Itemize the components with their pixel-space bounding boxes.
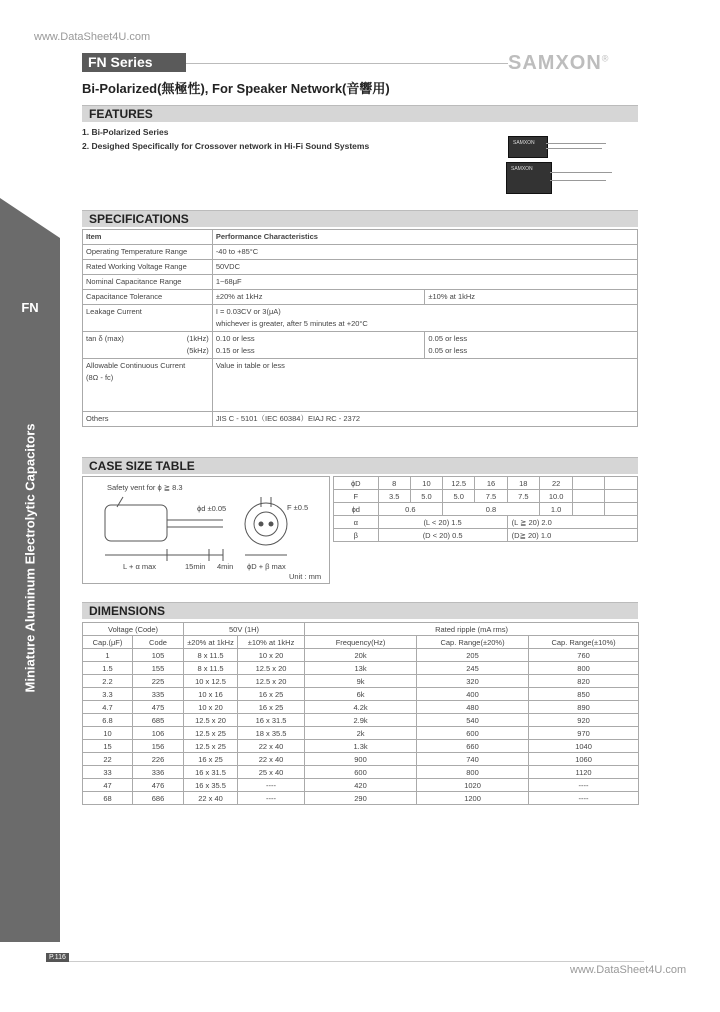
brand-logo: SAMXON®: [508, 52, 610, 74]
feature-item: 1. Bi-Polarized Series: [82, 127, 169, 137]
case-size-table: [333, 476, 638, 542]
table-row: 4.7 475 10 x 20 16 x 25 4.2k 480 890: [83, 701, 639, 714]
table-row: 47 476 16 x 35.5 ---- 420 1020 ----: [83, 779, 639, 792]
table-header-row: Cap.(μF) Code ±20% at 1kHz ±10% at 1kHz Frequency(Hz) Cap. Range(±20%) Cap. Range(±10%): [83, 636, 639, 649]
lead-spacing-label: F ±0.5: [287, 503, 309, 512]
table-row: 15 156 12.5 x 25 22 x 40 1.3k 660 1040: [83, 740, 639, 753]
series-tag: FN Series: [82, 53, 186, 72]
feature-item: 2. Desighed Specifically for Crossover network in Hi-Fi Sound Systems: [82, 141, 370, 151]
unit-label: Unit : mm: [289, 572, 322, 581]
dimensions-bar: [82, 602, 638, 619]
table-row: Nominal Capacitance Range 1~68μF: [83, 275, 638, 290]
table-row: 10 106 12.5 x 25 18 x 35.5 2k 600 970: [83, 727, 639, 740]
diameter-label: ϕD + β max: [247, 562, 286, 571]
table-row: 1.5 155 8 x 11.5 12.5 x 20 13k 245 800: [83, 662, 639, 675]
table-header-row: Voltage (Code) 50V (1H) Rated ripple (mA rms): [83, 623, 639, 636]
capacitor-photo: [506, 134, 616, 196]
footer-rule: [46, 961, 644, 962]
table-row: Leakage Current I = 0.03CV or 3(μA) whichever is greater, after 5 minutes at +20°C: [83, 305, 638, 332]
table-row: β (D < 20) 0.5 (D≧ 20) 1.0: [334, 529, 638, 542]
table-row: F 3.5 5.0 5.0 7.5 7.5 10.0: [334, 490, 638, 503]
table-row: 68 686 22 x 40 ---- 290 1200 ----: [83, 792, 639, 805]
table-row: 6.8 685 12.5 x 20 16 x 31.5 2.9k 540 920: [83, 714, 639, 727]
table-row: Rated Working Voltage Range 50VDC: [83, 260, 638, 275]
table-row: 2.2 225 10 x 12.5 12.5 x 20 9k 320 820: [83, 675, 639, 688]
table-row: Allowable Continuous Current (8Ω - fc) Value in table or less: [83, 359, 638, 412]
table-row: 3.3 335 10 x 16 16 x 25 6k 400 850: [83, 688, 639, 701]
capacitor-small: SAMXON: [508, 136, 548, 158]
dimensions-table: [82, 622, 639, 805]
lead-4-label: 4min: [217, 562, 234, 571]
specifications-table: [82, 229, 638, 427]
features-title: FEATURES: [89, 107, 153, 121]
table-row: 1 105 8 x 11.5 10 x 20 20k 205 760: [83, 649, 639, 662]
table-row: 22 226 16 x 25 22 x 40 900 740 1060: [83, 753, 639, 766]
table-row: Item Performance Characteristics: [83, 230, 638, 245]
lead-diameter-label: ϕd ±0.05: [197, 504, 227, 513]
length-label: L + α max: [123, 562, 157, 571]
table-row: ϕD 8 10 12.5 16 18 22: [334, 477, 638, 490]
features-bar: [82, 105, 638, 122]
table-row: α (L < 20) 1.5 (L ≧ 20) 2.0: [334, 516, 638, 529]
top-watermark: www.DataSheet4U.com: [34, 31, 151, 43]
table-row: ϕd 0.6 0.8 1.0: [334, 503, 638, 516]
case-size-title: CASE SIZE TABLE: [89, 459, 195, 473]
vent-label: Safety vent for ϕ ≧ 8.3: [107, 483, 183, 492]
capacitor-outline-drawing: [83, 477, 329, 583]
side-series-tag: FN: [21, 300, 39, 315]
lead-15-label: 15min: [185, 562, 206, 571]
capacitor-large: SAMXON: [506, 162, 552, 194]
table-row: Operating Temperature Range -40 to +85°C: [83, 245, 638, 260]
case-diagram: [82, 476, 330, 584]
page-number: P.116: [46, 953, 69, 962]
table-row: Others JIS C - 5101（IEC 60384）EIAJ RC - 2372: [83, 412, 638, 427]
table-row: Capacitance Tolerance ±20% at 1kHz ±10% at 1kHz: [83, 290, 638, 305]
table-row: tan δ (max) (1kHz) (5kHz) 0.10 or less 0.15 or less 0.05 or less 0.05 or less: [83, 332, 638, 359]
specifications-title: SPECIFICATIONS: [89, 212, 189, 226]
table-row: 33 336 16 x 31.5 25 x 40 600 800 1120: [83, 766, 639, 779]
page-subtitle: Bi-Polarized(無極性), For Speaker Network(音響用): [82, 81, 390, 96]
header-rule: [186, 63, 508, 64]
bottom-watermark: www.DataSheet4U.com: [570, 964, 687, 976]
dimensions-title: DIMENSIONS: [89, 604, 166, 618]
side-category-label: Miniature Aluminum Electrolytic Capacitors: [22, 423, 38, 693]
